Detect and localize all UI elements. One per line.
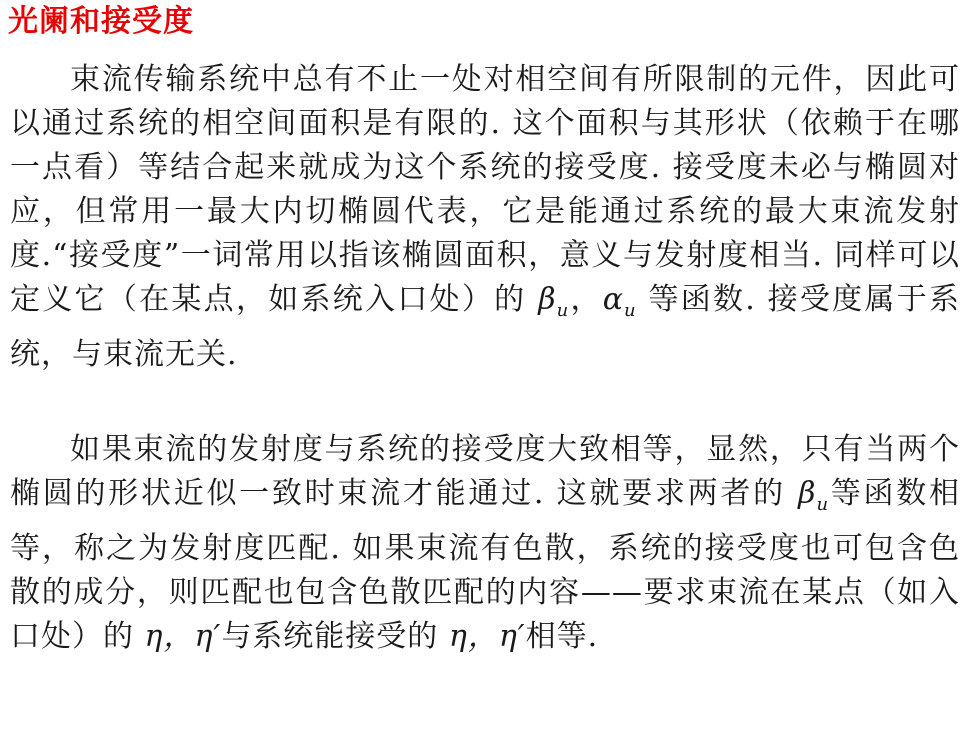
- paragraph2-text-after: 相等.: [525, 619, 599, 654]
- paragraph2-text-middle2: 与系统能接受的: [221, 619, 449, 654]
- paragraph2-text-middle: 等函数相等，称之为发射度匹配. 如果束流有色散，系统的接受度也可包含色散的成分，则匹配也包含色散匹配的内容——要求束流在某点（如入口处）的: [10, 476, 961, 654]
- beta-symbol: β: [538, 282, 557, 317]
- paragraph1-text-after: 等函数. 接受度属于系统，与束流无关.: [10, 282, 961, 372]
- paragraph-emittance-matching: [10, 428, 960, 659]
- page-title: 光阑和接受度: [8, 4, 194, 39]
- alpha-symbol: α: [602, 282, 625, 317]
- beta-u-symbol: [798, 476, 830, 515]
- paragraph-acceptance-definition: [10, 58, 960, 377]
- alpha-u-symbol: [602, 282, 637, 321]
- eta-pair-system: η，η′: [448, 619, 526, 654]
- beta-subscript: u: [556, 300, 570, 321]
- symbol-separator: ，: [569, 282, 603, 317]
- beta-symbol: β: [798, 476, 817, 511]
- paragraph1-text-before: 束流传输系统中总有不止一处对相空间有所限制的元件，因此可以通过系统的相空间面积是有限的. 这个面积与其形状（依赖于在哪一点看）等结合起来就成为这个系统的接受度. 接受度未必与椭圆对应，但常用一最大内切椭圆代表，它是能通过系统的最大束流发射度.“接受度”一词常用以指该椭圆面积，意义与发射度相当. 同样可以定义它（在某点，如系统入口处）的: [10, 62, 960, 317]
- eta-pair-beam: η，η′: [144, 619, 222, 654]
- beta-subscript: u: [816, 494, 830, 515]
- beta-u-symbol: [538, 282, 570, 321]
- paragraph2-text-before: 如果束流的发射度与系统的接受度大致相等，显然，只有当两个椭圆的形状近似一致时束流才能通过. 这就要求两者的: [10, 432, 960, 511]
- alpha-subscript: u: [624, 300, 637, 321]
